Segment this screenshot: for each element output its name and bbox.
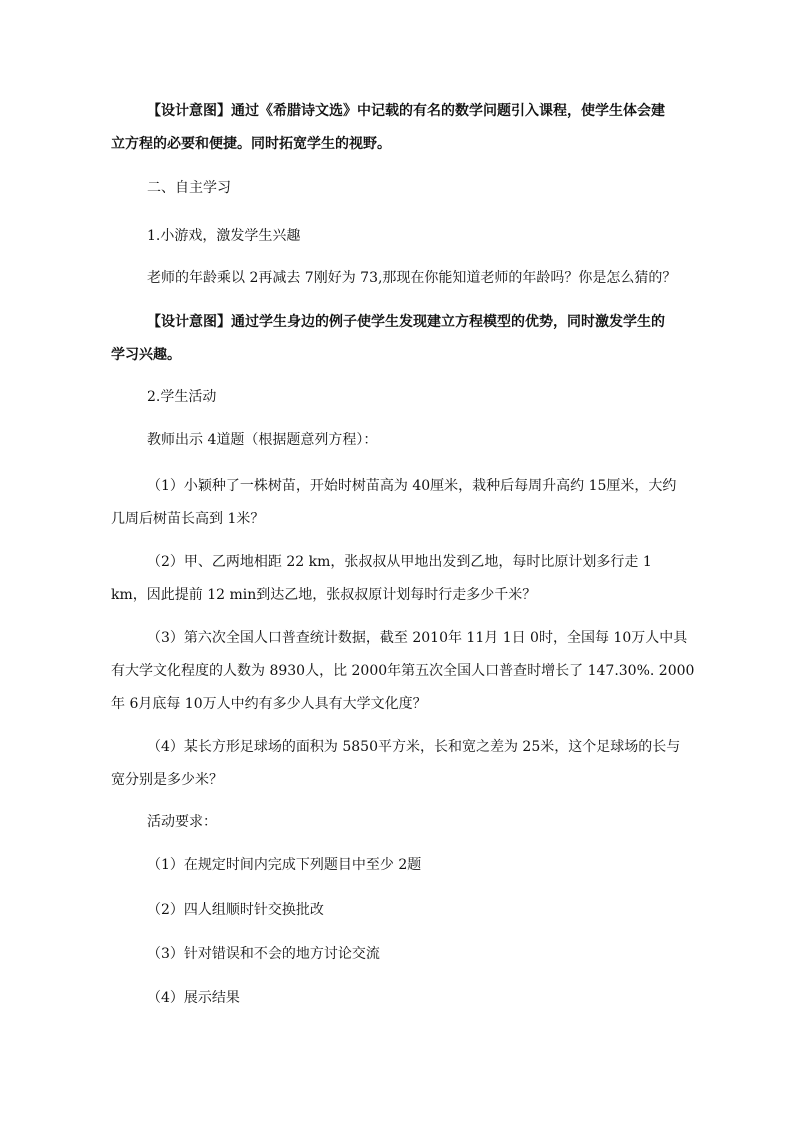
question-3 <box>111 622 695 721</box>
paragraph-line: 几周后树苗长高到 1米？ <box>111 511 265 527</box>
heading-text: 二、自主学习 <box>147 180 231 196</box>
paragraph-line: 学习兴趣。 <box>111 347 181 363</box>
requirement-3 <box>111 938 677 971</box>
paragraph-line: （2）四人组顺时针交换批改 <box>147 902 324 918</box>
question-1 <box>111 470 677 536</box>
paragraph-line: 立方程的必要和便捷。同时拓宽学生的视野。 <box>111 136 391 152</box>
question-2 <box>111 546 677 612</box>
paragraph-line: 【设计意图】通过学生身边的例子使学生发现建立方程模型的优势，同时激发学生的 <box>147 314 665 330</box>
paragraph-line: 【设计意图】通过《希腊诗文选》中记载的有名的数学问题引入课程，使学生体会建 <box>147 103 665 119</box>
paragraph-line: 宽分别是多少米？ <box>111 772 223 788</box>
teacher-questions-intro <box>111 424 677 457</box>
design-intent-paragraph-2 <box>111 306 677 372</box>
age-riddle-paragraph <box>111 262 677 295</box>
subheading-game <box>111 220 677 253</box>
paragraph-line: （1）小颖种了一株树苗，开始时树苗高为 40厘米，栽种后每周升高约 15厘米，大约 <box>147 478 677 494</box>
subheading-text: 2.学生活动 <box>147 389 217 405</box>
requirement-1 <box>111 849 677 882</box>
paragraph-line: （4）某长方形足球场的面积为 5850平方米，长和宽之差为 25米，这个足球场的长与 <box>147 739 681 755</box>
section-heading-self-study <box>111 172 677 205</box>
paragraph-line: 教师出示 4道题（根据题意列方程）： <box>147 432 378 448</box>
paragraph-line: 有大学文化程度的人数为 8930人，比 2000年第五次全国人口普查时增长了 147.30%. 2000 <box>111 663 695 679</box>
requirement-4 <box>111 982 677 1015</box>
subheading-student-activity <box>111 381 677 414</box>
paragraph-line: （3）针对错误和不会的地方讨论交流 <box>147 946 380 962</box>
paragraph-line: （2）甲、乙两地相距 22 km，张叔叔从甲地出发到乙地，每时比原计划多行走 1 <box>147 554 652 570</box>
paragraph-line: 活动要求： <box>147 814 217 830</box>
paragraph-line: 年 6月底每 10万人中约有多少人具有大学文化度？ <box>111 696 427 712</box>
design-intent-paragraph-1 <box>111 95 677 161</box>
requirement-2 <box>111 894 677 927</box>
paragraph-line: 老师的年龄乘以 2再减去 7刚好为 73,那现在你能知道老师的年龄吗？你是怎么猜的？ <box>147 270 677 286</box>
activity-requirements-heading <box>111 806 677 839</box>
subheading-text: 1.小游戏，激发学生兴趣 <box>147 228 301 244</box>
paragraph-line: （4）展示结果 <box>147 990 240 1006</box>
paragraph-line: （3）第六次全国人口普查统计数据，截至 2010年 11月 1日 0时，全国每 10万人中具 <box>147 630 688 646</box>
paragraph-line: km，因此提前 12 min到达乙地，张叔叔原计划每时行走多少千米？ <box>111 587 537 603</box>
paragraph-line: （1）在规定时间内完成下列题目中至少 2题 <box>147 857 422 873</box>
question-4 <box>111 731 681 797</box>
